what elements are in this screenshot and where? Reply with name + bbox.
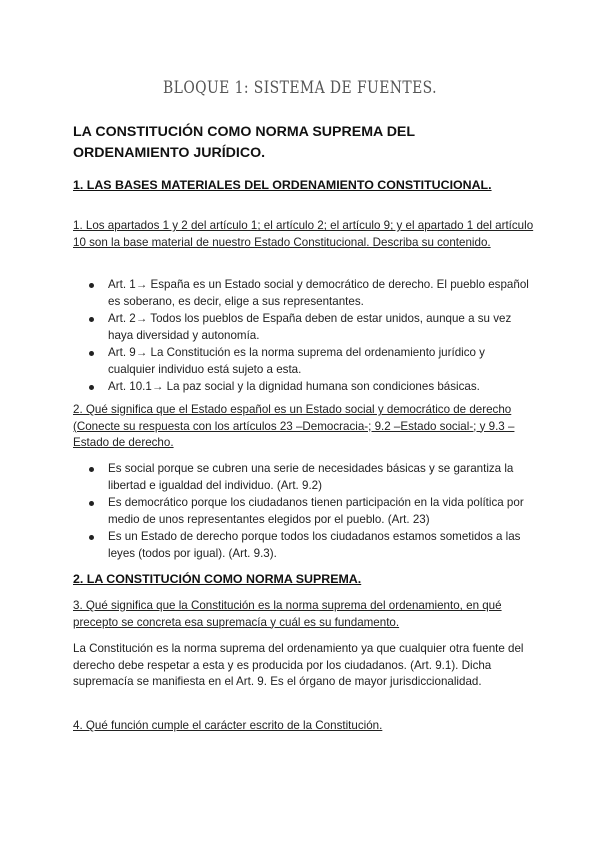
section-1-heading: 1. LAS BASES MATERIALES DEL ORDENAMIENTO CONSTITUCIONAL.: [73, 178, 492, 192]
list-item: Art. 9→ La Constitución es la norma suprema del ordenamiento jurídico y cualquier individuo está sujeto a esta.: [108, 345, 535, 378]
list-item: Es un Estado de derecho porque todos los ciudadanos estamos sometidos a las leyes (todos por igual). (Art. 9.3).: [108, 529, 535, 562]
question-3: 3. Qué significa que la Constitución es la norma suprema del ordenamiento, en qué precepto se concreta esa supremacía y cuál es su fundamento.: [73, 599, 502, 629]
list-item: Art. 10.1→ La paz social y la dignidad humana son condiciones básicas.: [108, 379, 535, 396]
list-item: Art. 1→ España es un Estado social y democrático de derecho. El pueblo español es soberano, es decir, elige a sus representantes.: [108, 277, 535, 310]
document-title: BLOQUE 1: SISTEMA DE FUENTES.: [162, 78, 437, 98]
list-item: Art. 2→ Todos los pueblos de España deben de estar unidos, aunque a su vez haya diversidad y autonomía.: [108, 311, 535, 344]
question-1: 1. Los apartados 1 y 2 del artículo 1; el artículo 2; el artículo 9; y el apartado 1 del artículo 10 son la base material de nuestro Estado Constitucional. Describa su contenido.: [73, 219, 534, 249]
bullet-icon: [89, 351, 94, 356]
bullet-icon: [89, 501, 94, 506]
question-2: 2. Qué significa que el Estado español es un Estado social y democrático de derecho (Conecte su respuesta con los artículos 23 –Democracia-; 9.2 –Estado social-; y 9.3 – Estado de derecho.: [73, 403, 515, 449]
bullet-icon: [89, 283, 94, 288]
bullet-icon: [89, 317, 94, 322]
question-2-answer-list: [73, 461, 535, 563]
list-item: Es social porque se cubren una serie de necesidades básicas y se garantiza la libertad e igualdad del individuo. (Art. 9.2): [108, 461, 535, 494]
question-4: 4. Qué función cumple el carácter escrito de la Constitución.: [73, 719, 383, 732]
bullet-icon: [89, 385, 94, 390]
question-1-answer-list: [73, 277, 535, 397]
section-2-heading: 2. LA CONSTITUCIÓN COMO NORMA SUPREMA.: [73, 572, 362, 586]
question-3-answer: La Constitución es la norma suprema del ordenamiento ya que cualquier otra fuente del derecho debe respetar a esta y es producida por los ciudadanos. (Art. 9.1). Dicha supremacía se manifiesta en el Art. 9. Es el órgano de mayor jurisdiccionalidad.: [73, 642, 524, 688]
bullet-icon: [89, 535, 94, 540]
main-heading: LA CONSTITUCIÓN COMO NORMA SUPREMA DEL ORDENAMIENTO JURÍDICO.: [73, 124, 415, 161]
list-item: Es democrático porque los ciudadanos tienen participación en la vida política por medio de unos representantes elegidos por el pueblo. (Art. 23): [108, 495, 535, 528]
bullet-icon: [89, 467, 94, 472]
